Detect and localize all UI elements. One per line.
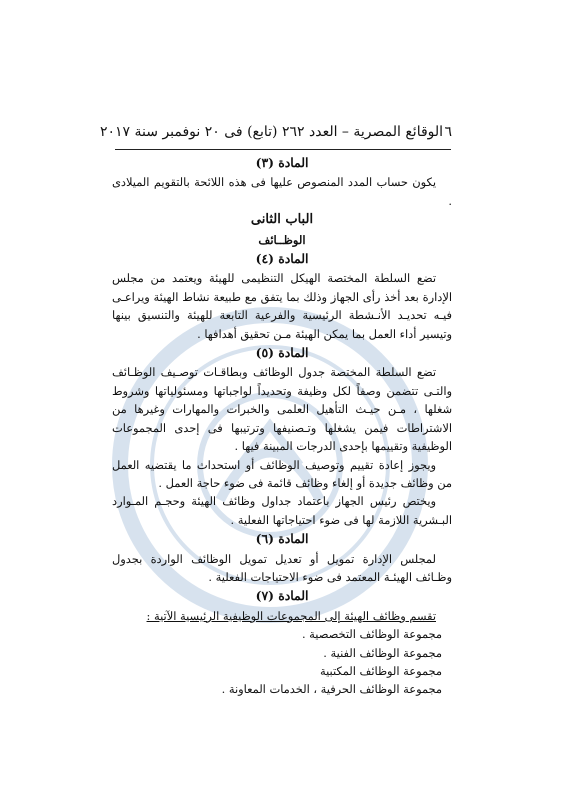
article-6-text: لمجلس الإدارة تمويل أو تعديل تمويل الوظائف الواردة بجدول وظـائف الهيئـة المعتمد فى ضوء الاحتياجات الفعلية . [112,551,452,584]
page-header [100,124,452,140]
job-groups-list [112,625,452,699]
job-group-item: مجموعة الوظائف الفنية . [323,645,442,660]
article-7-heading: المادة (٧) [255,588,309,604]
gazette-title: الوقائع المصرية – العدد ٢٦٢ (تابع) فى ٢٠ نوفمبر سنة ٢٠١٧ [100,124,444,140]
article-7-intro: تقسم وظائف الهيئة إلى المجموعات الوظيفية الرئيسية الآتية : [146,608,436,623]
article-4-text: تضع السلطة المختصة الهيكل التنظيمى للهيئة ويعتمد من مجلس الإدارة بعد أخذ رأى الجهاز وذلك بما يتفق مع طبيعة نشاط الهيئة ويراعـى فيـه تحديـد الأنـشطة الرئيسية والفرعية التابعة للهيئة والتنسيق بينها وتيسير أداء العمل بما يمكن الهيئة مـن تحقيق أهدافها . [112,271,452,341]
article-3-text: يكون حساب المدد المنصوص عليها فى هذه اللائحة بالتقويم الميلادى . [112,175,452,208]
page-number: ٦ [444,124,452,140]
article-5-heading: المادة (٥) [255,345,309,361]
chapter-title: الباب الثانى [250,212,314,228]
article-5-paragraph-3: ويختص رئيس الجهاز باعتماد جداول وظائف الهيئة وحجـم المـوارد البـشرية اللازمة لها فى ضوء احتياجاتها الفعلية . [112,494,452,527]
article-5-paragraph-2: ويجوز إعادة تقييم وتوصيف الوظائف أو استحداث ما يقتضيه العمل من وظائف جديدة أو إلغاء وظائف قائمة فى ضوء حاجة العمل . [112,457,452,490]
document-body [112,153,452,699]
chapter-subtitle: الوظــائف [258,232,306,247]
article-4-heading: المادة (٤) [255,251,309,267]
job-group-item: مجموعة الوظائف الحرفية ، الخدمات المعاونة . [221,682,442,697]
header-divider [115,149,451,150]
article-3-heading: المادة (٣) [255,155,309,170]
job-group-item: مجموعة الوظائف التخصصية . [301,627,442,642]
job-group-item: مجموعة الوظائف المكتبية [319,663,442,678]
article-5-paragraph-1: تضع السلطة المختصة جدول الوظائف وبطاقـات توصـيف الوظـائف والتـى تتضمن وصفاً لكل وظيفة وتحديداً لواجباتها ومسئولياتها وشروط شغلها ، مـن حيـث التأهيل العلمى والخبرات والمهارات وغيرها من الاشتراطات فيمن يشغلها وتـصنيفها وترتيبها فى إحدى المجموعات الوظيفية وتقييمها بإحدى الدرجات المبينة فيها . [112,365,452,454]
article-6-heading: المادة (٦) [255,531,309,547]
